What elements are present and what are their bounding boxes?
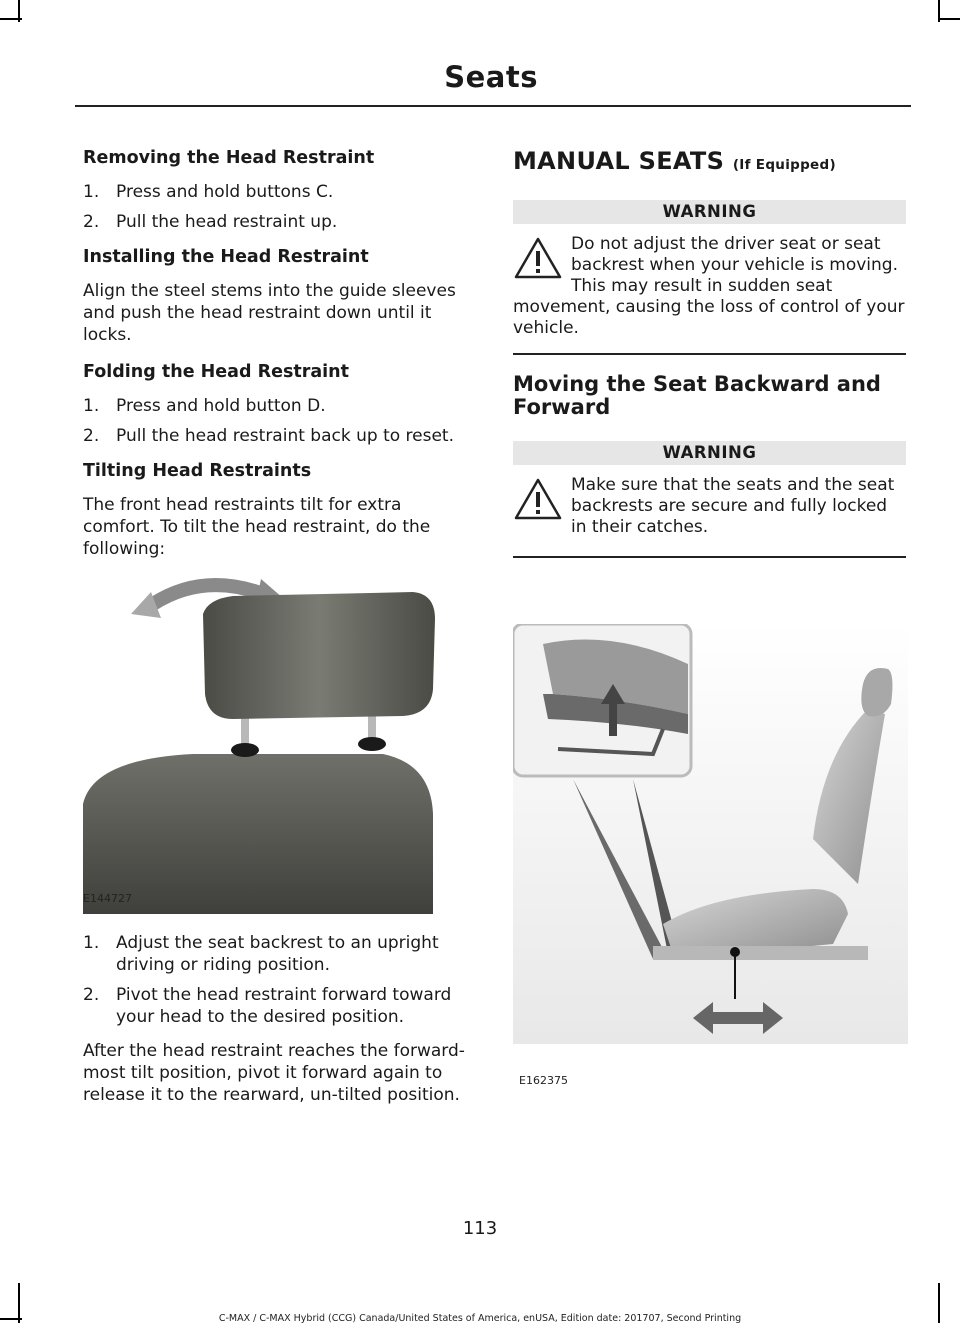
step-text: Pull the head restraint up.	[116, 212, 338, 232]
step-number: 1.	[83, 933, 100, 953]
left-column	[83, 146, 478, 1120]
right-column	[513, 146, 906, 1122]
folding-heading: Folding the Head Restraint	[83, 362, 349, 382]
warning-2-text: Make sure that the seats and the seat backrests are secure and fully locked in their catches.	[571, 475, 895, 537]
warning-triangle-icon	[513, 477, 563, 521]
installing-heading: Installing the Head Restraint	[83, 247, 369, 267]
list-item	[83, 425, 478, 447]
head-restraint-figure	[83, 574, 478, 914]
seat-adjust-illustration	[513, 624, 908, 1104]
step-number: 2.	[83, 426, 100, 446]
step-text: Adjust the seat backrest to an upright driving or riding position.	[116, 933, 439, 975]
left-guide-sleeve	[231, 743, 259, 757]
header-rule	[75, 105, 911, 107]
manual-seats-heading	[513, 146, 906, 180]
after-text: After the head restraint reaches the forward-most tilt position, pivot it forward again to release it to the rearward, un-tilted position.	[83, 1041, 465, 1105]
page-number: 113	[462, 1218, 498, 1239]
list-item	[83, 181, 478, 203]
seat-adjust-figure	[513, 624, 908, 1104]
leader-dot	[730, 947, 740, 957]
page-header-title: Seats	[444, 60, 538, 94]
tilting-heading: Tilting Head Restraints	[83, 461, 312, 481]
right-guide-sleeve	[358, 737, 386, 751]
warning-2	[513, 475, 906, 558]
crop-mark	[0, 18, 22, 20]
list-item	[83, 211, 478, 233]
warning-1	[513, 234, 906, 355]
list-item	[83, 984, 478, 1028]
warning-band: WARNING	[513, 200, 906, 224]
head-restraint	[203, 592, 435, 719]
head-restraint-illustration	[83, 574, 478, 914]
step-text: Press and hold buttons C.	[116, 182, 334, 202]
step-number: 1.	[83, 182, 100, 202]
warning-1-text: Do not adjust the driver seat or seat backrest when your vehicle is moving. This may result in sudden seat movement, causing the loss of control of your vehicle.	[513, 234, 905, 338]
step-number: 1.	[83, 396, 100, 416]
crop-mark	[938, 18, 960, 20]
removing-heading: Removing the Head Restraint	[83, 148, 375, 168]
warning-rule	[513, 556, 906, 558]
list-item	[83, 395, 478, 417]
seat-track	[653, 946, 868, 960]
figure-code: E162375	[519, 1074, 568, 1087]
removing-steps	[83, 181, 478, 233]
seat-backrest	[83, 754, 433, 914]
installing-text: Align the steel stems into the guide sleeves and push the head restraint down until it locks.	[83, 281, 456, 345]
manual-seats-title: MANUAL SEATS	[513, 147, 725, 175]
step-number: 2.	[83, 212, 100, 232]
step-text: Pivot the head restraint forward toward your head to the desired position.	[116, 985, 452, 1027]
warning-triangle-icon	[513, 236, 563, 280]
footer-text: C-MAX / C-MAX Hybrid (CCG) Canada/United States of America, enUSA, Edition date: 201707, Second Printing	[218, 1313, 742, 1324]
warning-rule	[513, 353, 906, 355]
folding-steps	[83, 395, 478, 447]
tilt-steps	[83, 932, 478, 1028]
step-number: 2.	[83, 985, 100, 1005]
moving-seat-heading: Moving the Seat Backward and Forward	[513, 372, 881, 419]
step-text: Press and hold button D.	[116, 396, 326, 416]
step-text: Pull the head restraint back up to reset.	[116, 426, 454, 446]
figure-code: E144727	[83, 892, 132, 905]
warning-band: WARNING	[513, 441, 906, 465]
tilting-text: The front head restraints tilt for extra comfort. To tilt the head restraint, do the following:	[83, 495, 431, 559]
if-equipped-label: (If Equipped)	[732, 157, 836, 173]
list-item	[83, 932, 478, 976]
